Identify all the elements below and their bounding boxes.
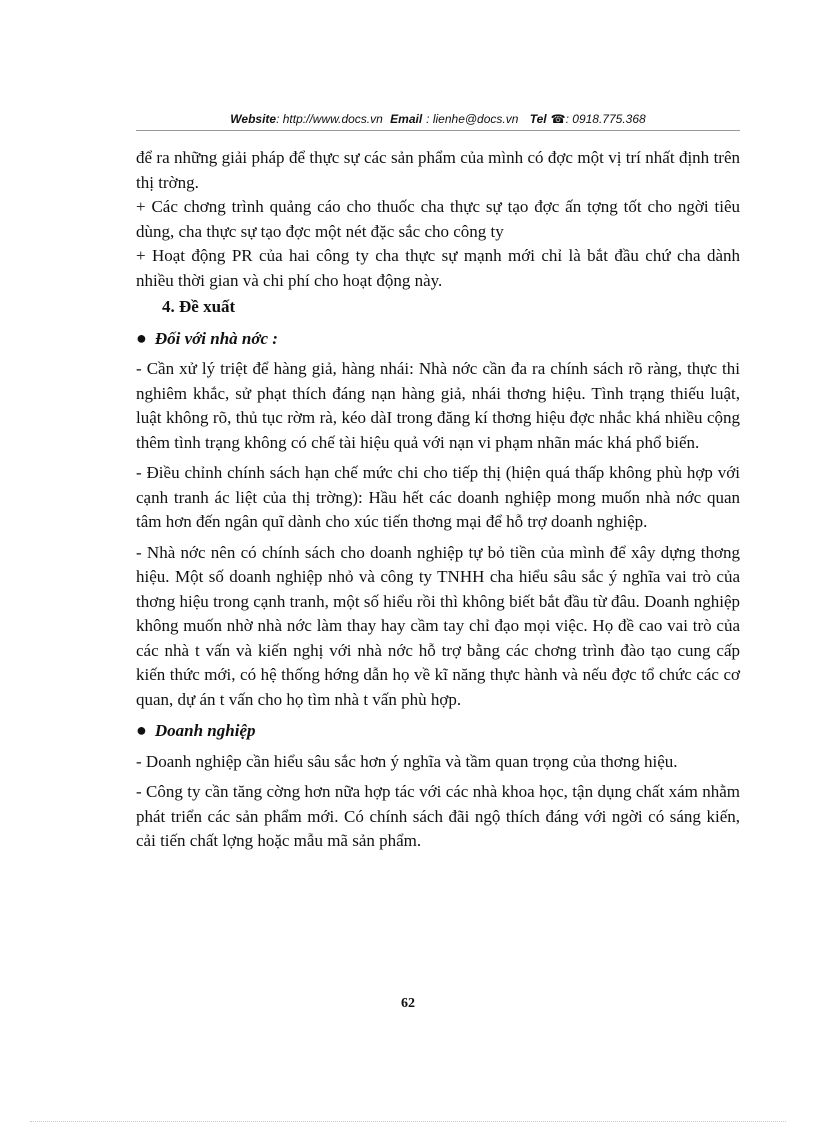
tel-label: Tel <box>529 112 547 126</box>
page-number: 62 <box>401 996 415 1011</box>
paragraph-cooperation: - Công ty cần tăng cờng hơn nữa hợp tác với các nhà khoa học, tận dụng chất xám nhằm phát triển các sản phẩm mới. Có chính sách đãi ngộ thích đáng với ngời có sáng kiến, cải tiến chất lợng hoặc mẫu mã sản phẩm. <box>136 782 740 850</box>
bullet-heading-state <box>136 326 740 352</box>
bottom-divider <box>30 1121 786 1122</box>
email-label: Email <box>390 112 423 126</box>
page-header <box>136 112 740 130</box>
document-body <box>136 146 740 854</box>
website-url: : http://www.docs.vn <box>276 112 383 126</box>
bullet-icon: ● <box>136 327 147 348</box>
paragraph-brand-awareness: - Doanh nghiệp cần hiểu sâu sắc hơn ý nghĩa và tầm quan trọng của thơng hiệu. <box>136 751 678 771</box>
paragraph-advertising: + Các chơng trình quảng cáo cho thuốc cha thực sự tạo đợc ấn tợng tốt cho ngời tiêu dùng, cha thực sự tạo đợc một nét đặc sắc cho công ty <box>136 197 740 241</box>
email-address: : lienhe@docs.vn <box>426 112 519 126</box>
tel-number: ☎: 0918.775.368 <box>550 112 646 126</box>
bullet-icon: ● <box>136 720 147 740</box>
paragraph-brand-policy: - Nhà nớc nên có chính sách cho doanh nghiệp tự bỏ tiền của mình để xây dựng thơng hiệu. Một số doanh nghiệp nhỏ và công ty TNHH cha hiểu sâu sắc ý nghĩa vai trò của thơng hiệu trong cạnh tranh, một số hiểu rồi thì không biết bắt đầu từ đâu. Doanh nghiệp không muốn nhờ nhà nớc làm thay hay cầm tay chỉ đạo mọi việc. Họ đề cao vai trò của các nhà t vấn và kiến nghị với nhà nớc hỗ trợ bằng các chơng trình đào tạo cung cấp kiến thức mới, có hệ thống hớng dẫn họ về kĩ năng thực hành và nếu đợc tổ chức các cơ quan, dự án t vấn cho họ tìm nhà t vấn phù hợp. <box>136 542 740 709</box>
header-divider <box>136 130 740 131</box>
paragraph-continuation: để ra những giải pháp để thực sự các sản phẩm của mình có đợc một vị trí nhất định trên thị trờng. <box>136 148 740 192</box>
paragraph-marketing-spend: - Điều chỉnh chính sách hạn chế mức chi cho tiếp thị (hiện quá thấp không phù hợp với cạnh tranh ác liệt của thị trờng): Hầu hết các doanh nghiệp mong muốn nhà nớc quan tâm hơn đến ngân quĩ dành cho xúc tiến thơng mại để hỗ trợ doanh nghiệp. <box>136 463 740 531</box>
section-heading: 4. Đề xuất <box>162 297 236 316</box>
website-label: Website <box>230 112 277 126</box>
paragraph-counterfeit: - Cần xử lý triệt để hàng giả, hàng nhái: Nhà nớc cần đa ra chính sách rõ ràng, thực thi nghiêm khắc, sử phạt thích đáng nạn hàng giả, nhái thơng hiệu. Tình trạng thiếu luật, luật không rõ, thủ tục rờm rà, kéo dàI trong đăng kí thơng hiệu đợc nhắc khá nhiều cộng thêm tình trạng không có chế tài hiệu quả với nạn vi phạm nhãn mác khá phổ biến. <box>136 359 740 452</box>
paragraph-pr: + Hoạt động PR của hai công ty cha thực sự mạnh mới chỉ là bắt đầu chứ cha dành nhiều thời gian và chi phí cho hoạt động này. <box>136 246 740 290</box>
bullet-heading-enterprise <box>136 718 740 744</box>
bullet-heading-state-text: Đối với nhà nớc : <box>154 328 278 348</box>
bullet-heading-enterprise-text: Doanh nghiệp <box>154 721 256 740</box>
